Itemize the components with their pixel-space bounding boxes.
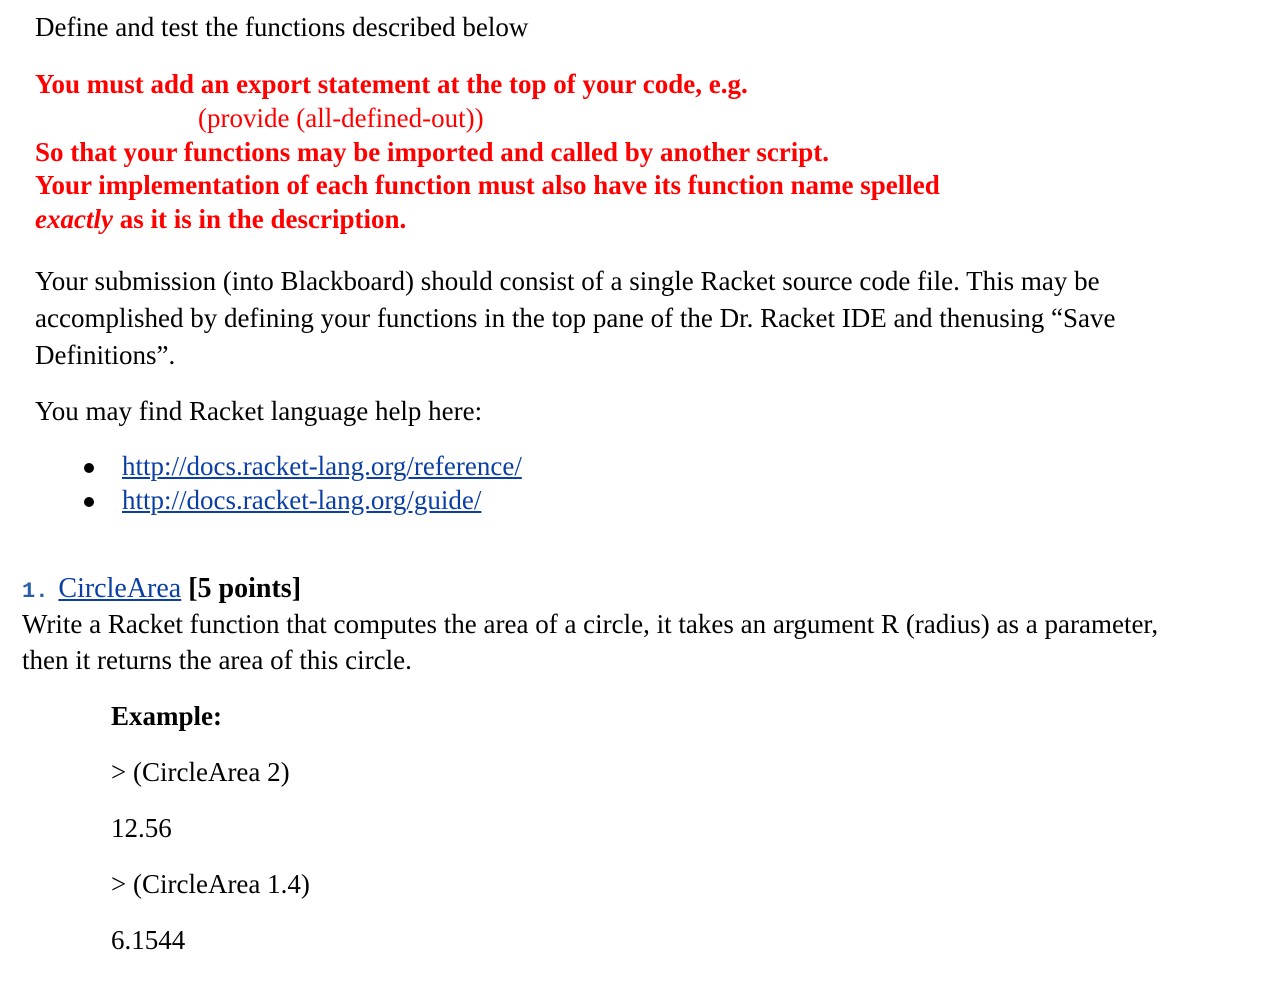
example-label: Example:	[111, 701, 222, 731]
example-output-1: 12.56	[111, 813, 172, 843]
intro-text: Define and test the functions described below	[35, 12, 529, 42]
exactly-emphasis: exactly	[35, 204, 113, 234]
example-output-2: 6.1544	[111, 925, 186, 955]
list-item	[78, 449, 522, 483]
problem-heading	[22, 572, 301, 609]
problem-name-link[interactable]: CircleArea	[58, 573, 182, 604]
export-notice-line3: So that your functions may be imported and called by another script.	[35, 137, 830, 167]
guide-link[interactable]: http://docs.racket-lang.org/guide/	[122, 485, 482, 515]
help-intro: You may find Racket language help here:	[35, 396, 483, 426]
help-links-list	[78, 449, 522, 517]
problem-number: 1.	[22, 579, 49, 604]
export-notice-code: (provide (all-defined-out))	[198, 103, 484, 133]
bullet-icon	[84, 463, 94, 473]
export-notice-line5-rest: as it is in the description.	[112, 204, 407, 234]
list-item	[78, 483, 522, 517]
example-input-2: > (CircleArea 1.4)	[111, 869, 310, 899]
export-notice-line1: You must add an export statement at the top of your code, e.g.	[35, 69, 748, 99]
export-notice-line4: Your implementation of each function must also have its function name spelled	[35, 170, 940, 200]
reference-link[interactable]: http://docs.racket-lang.org/reference/	[122, 451, 522, 481]
problem-points: [5 points]	[181, 573, 302, 604]
export-notice-line5	[35, 202, 406, 236]
problem-description: Write a Racket function that computes the area of a circle, it takes an argument R (radius) as a parameter, then it returns the area of this circle.	[22, 609, 1159, 675]
bullet-icon	[84, 497, 94, 507]
example-input-1: > (CircleArea 2)	[111, 757, 290, 787]
submission-text: Your submission (into Blackboard) should consist of a single Racket source code file. This may be accomplished by defining your functions in the top pane of the Dr. Racket IDE and thenusing “Save Definitions”.	[35, 266, 1116, 370]
